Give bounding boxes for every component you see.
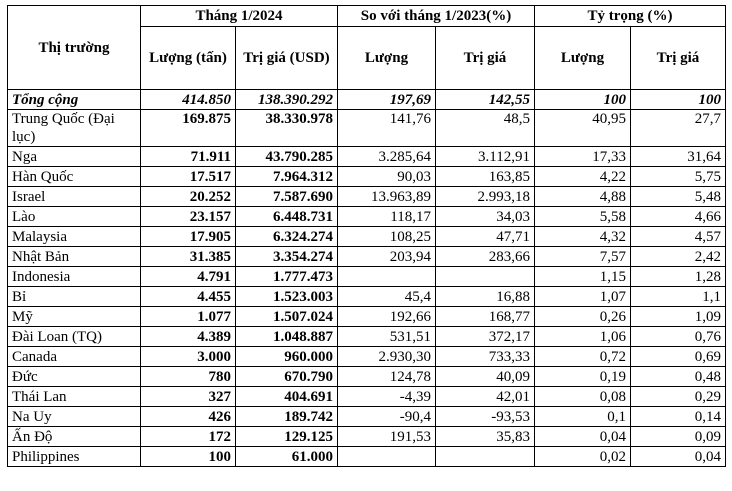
value-cell: 43.790.285 xyxy=(236,147,338,167)
share-value-cell: 5,48 xyxy=(631,187,726,207)
share-volume-cell: 0,04 xyxy=(535,427,631,447)
share-value-cell: 1,28 xyxy=(631,267,726,287)
share-volume-cell: 1,06 xyxy=(535,327,631,347)
table-row xyxy=(8,347,726,367)
volume-cell: 327 xyxy=(141,387,236,407)
header-share-volume: Lượng xyxy=(535,27,631,90)
share-value-cell: 31,64 xyxy=(631,147,726,167)
cmp-volume-cell: 191,53 xyxy=(338,427,436,447)
value-cell: 6.448.731 xyxy=(236,207,338,227)
value-cell: 6.324.274 xyxy=(236,227,338,247)
share-value-cell: 2,42 xyxy=(631,247,726,267)
market-name: Malaysia xyxy=(8,227,141,247)
table-row xyxy=(8,147,726,167)
share-value-cell: 0,04 xyxy=(631,447,726,467)
cmp-volume-cell: 2.930,30 xyxy=(338,347,436,367)
cmp-volume-cell xyxy=(338,447,436,467)
cmp-value-cell: 733,33 xyxy=(436,347,535,367)
volume-cell: 172 xyxy=(141,427,236,447)
cmp-value-cell: 35,83 xyxy=(436,427,535,447)
market-name: Canada xyxy=(8,347,141,367)
cmp-value-cell xyxy=(436,447,535,467)
volume-cell: 17.517 xyxy=(141,167,236,187)
share-volume-cell: 0,02 xyxy=(535,447,631,467)
share-volume-cell: 17,33 xyxy=(535,147,631,167)
volume-cell: 4.791 xyxy=(141,267,236,287)
header-cmp-volume: Lượng xyxy=(338,27,436,90)
volume-cell: 17.905 xyxy=(141,227,236,247)
cmp-volume-cell: 192,66 xyxy=(338,307,436,327)
cmp-value-cell: 16,88 xyxy=(436,287,535,307)
volume-cell: 100 xyxy=(141,447,236,467)
market-name: Indonesia xyxy=(8,267,141,287)
value-cell: 7.587.690 xyxy=(236,187,338,207)
header-market: Thị trường xyxy=(8,6,141,90)
cmp-value-cell: 2.993,18 xyxy=(436,187,535,207)
market-name: Philippines xyxy=(8,447,141,467)
volume-cell: 169.875 xyxy=(141,110,236,147)
table-row xyxy=(8,287,726,307)
value-cell: 61.000 xyxy=(236,447,338,467)
share-value-cell: 1,1 xyxy=(631,287,726,307)
total-share-value: 100 xyxy=(631,90,726,110)
table-row xyxy=(8,327,726,347)
value-cell: 670.790 xyxy=(236,367,338,387)
value-cell: 129.125 xyxy=(236,427,338,447)
share-value-cell: 5,75 xyxy=(631,167,726,187)
market-name: Israel xyxy=(8,187,141,207)
share-volume-cell: 4,88 xyxy=(535,187,631,207)
header-share-value: Trị giá xyxy=(631,27,726,90)
value-cell: 960.000 xyxy=(236,347,338,367)
share-value-cell: 0,69 xyxy=(631,347,726,367)
cmp-volume-cell: 45,4 xyxy=(338,287,436,307)
table-row xyxy=(8,387,726,407)
table-row xyxy=(8,267,726,287)
cmp-value-cell: 3.112,91 xyxy=(436,147,535,167)
total-row xyxy=(8,90,726,110)
share-value-cell: 0,14 xyxy=(631,407,726,427)
value-cell: 404.691 xyxy=(236,387,338,407)
share-volume-cell: 4,32 xyxy=(535,227,631,247)
volume-cell: 31.385 xyxy=(141,247,236,267)
table-row xyxy=(8,110,726,147)
cmp-value-cell: 34,03 xyxy=(436,207,535,227)
table-row xyxy=(8,367,726,387)
table-row xyxy=(8,407,726,427)
cmp-value-cell: 47,71 xyxy=(436,227,535,247)
share-volume-cell: 0,72 xyxy=(535,347,631,367)
cmp-volume-cell: 3.285,64 xyxy=(338,147,436,167)
cmp-value-cell: 48,5 xyxy=(436,110,535,147)
share-volume-cell: 0,19 xyxy=(535,367,631,387)
table-row xyxy=(8,447,726,467)
market-name: Đài Loan (TQ) xyxy=(8,327,141,347)
cmp-volume-cell: -4,39 xyxy=(338,387,436,407)
volume-cell: 23.157 xyxy=(141,207,236,227)
market-name: Nga xyxy=(8,147,141,167)
market-name: Hàn Quốc xyxy=(8,167,141,187)
market-name: Trung Quốc (Đại lục) xyxy=(8,110,141,147)
header-value-usd: Trị giá (USD) xyxy=(236,27,338,90)
share-value-cell: 0,48 xyxy=(631,367,726,387)
value-cell: 7.964.312 xyxy=(236,167,338,187)
cmp-volume-cell: 141,76 xyxy=(338,110,436,147)
cmp-value-cell: 40,09 xyxy=(436,367,535,387)
header-row-groups xyxy=(8,6,726,27)
value-cell: 1.523.003 xyxy=(236,287,338,307)
cmp-volume-cell: 203,94 xyxy=(338,247,436,267)
volume-cell: 4.455 xyxy=(141,287,236,307)
cmp-volume-cell: -90,4 xyxy=(338,407,436,427)
share-volume-cell: 1,15 xyxy=(535,267,631,287)
share-value-cell: 1,09 xyxy=(631,307,726,327)
share-volume-cell: 0,08 xyxy=(535,387,631,407)
volume-cell: 780 xyxy=(141,367,236,387)
share-volume-cell: 7,57 xyxy=(535,247,631,267)
share-volume-cell: 0,1 xyxy=(535,407,631,427)
table-row xyxy=(8,207,726,227)
share-volume-cell: 1,07 xyxy=(535,287,631,307)
market-name: Thái Lan xyxy=(8,387,141,407)
total-cmp-volume: 197,69 xyxy=(338,90,436,110)
value-cell: 38.330.978 xyxy=(236,110,338,147)
market-name: Nhật Bản xyxy=(8,247,141,267)
market-name: Bỉ xyxy=(8,287,141,307)
volume-cell: 4.389 xyxy=(141,327,236,347)
cmp-value-cell xyxy=(436,267,535,287)
market-name: Na Uy xyxy=(8,407,141,427)
volume-cell: 3.000 xyxy=(141,347,236,367)
share-value-cell: 27,7 xyxy=(631,110,726,147)
cmp-value-cell: 168,77 xyxy=(436,307,535,327)
cmp-volume-cell: 13.963,89 xyxy=(338,187,436,207)
market-name: Ấn Độ xyxy=(8,427,141,447)
value-cell: 189.742 xyxy=(236,407,338,427)
cmp-value-cell: 283,66 xyxy=(436,247,535,267)
market-name: Mỹ xyxy=(8,307,141,327)
share-volume-cell: 0,26 xyxy=(535,307,631,327)
cmp-value-cell: 372,17 xyxy=(436,327,535,347)
cmp-value-cell: 42,01 xyxy=(436,387,535,407)
header-group-share: Tỷ trọng (%) xyxy=(535,6,726,27)
cmp-value-cell: 163,85 xyxy=(436,167,535,187)
total-label: Tổng cộng xyxy=(8,90,141,110)
total-share-volume: 100 xyxy=(535,90,631,110)
total-value: 138.390.292 xyxy=(236,90,338,110)
cmp-volume-cell: 108,25 xyxy=(338,227,436,247)
share-value-cell: 0,29 xyxy=(631,387,726,407)
share-value-cell: 0,09 xyxy=(631,427,726,447)
volume-cell: 71.911 xyxy=(141,147,236,167)
value-cell: 1.777.473 xyxy=(236,267,338,287)
value-cell: 3.354.274 xyxy=(236,247,338,267)
table-row xyxy=(8,227,726,247)
value-cell: 1.048.887 xyxy=(236,327,338,347)
market-name: Lào xyxy=(8,207,141,227)
share-value-cell: 4,57 xyxy=(631,227,726,247)
table-row xyxy=(8,247,726,267)
cmp-volume-cell: 118,17 xyxy=(338,207,436,227)
header-group-compare: So với tháng 1/2023(%) xyxy=(338,6,535,27)
export-market-table xyxy=(7,5,726,467)
value-cell: 1.507.024 xyxy=(236,307,338,327)
share-value-cell: 4,66 xyxy=(631,207,726,227)
share-value-cell: 0,76 xyxy=(631,327,726,347)
share-volume-cell: 40,95 xyxy=(535,110,631,147)
volume-cell: 1.077 xyxy=(141,307,236,327)
total-cmp-value: 142,55 xyxy=(436,90,535,110)
volume-cell: 20.252 xyxy=(141,187,236,207)
header-volume-ton: Lượng (tấn) xyxy=(141,27,236,90)
cmp-volume-cell: 124,78 xyxy=(338,367,436,387)
market-name: Đức xyxy=(8,367,141,387)
share-volume-cell: 5,58 xyxy=(535,207,631,227)
cmp-value-cell: -93,53 xyxy=(436,407,535,427)
total-volume: 414.850 xyxy=(141,90,236,110)
header-group-month: Tháng 1/2024 xyxy=(141,6,338,27)
header-cmp-value: Trị giá xyxy=(436,27,535,90)
cmp-volume-cell: 90,03 xyxy=(338,167,436,187)
table-row xyxy=(8,307,726,327)
volume-cell: 426 xyxy=(141,407,236,427)
table-row xyxy=(8,167,726,187)
table-row xyxy=(8,427,726,447)
table-row xyxy=(8,187,726,207)
cmp-volume-cell: 531,51 xyxy=(338,327,436,347)
share-volume-cell: 4,22 xyxy=(535,167,631,187)
cmp-volume-cell xyxy=(338,267,436,287)
